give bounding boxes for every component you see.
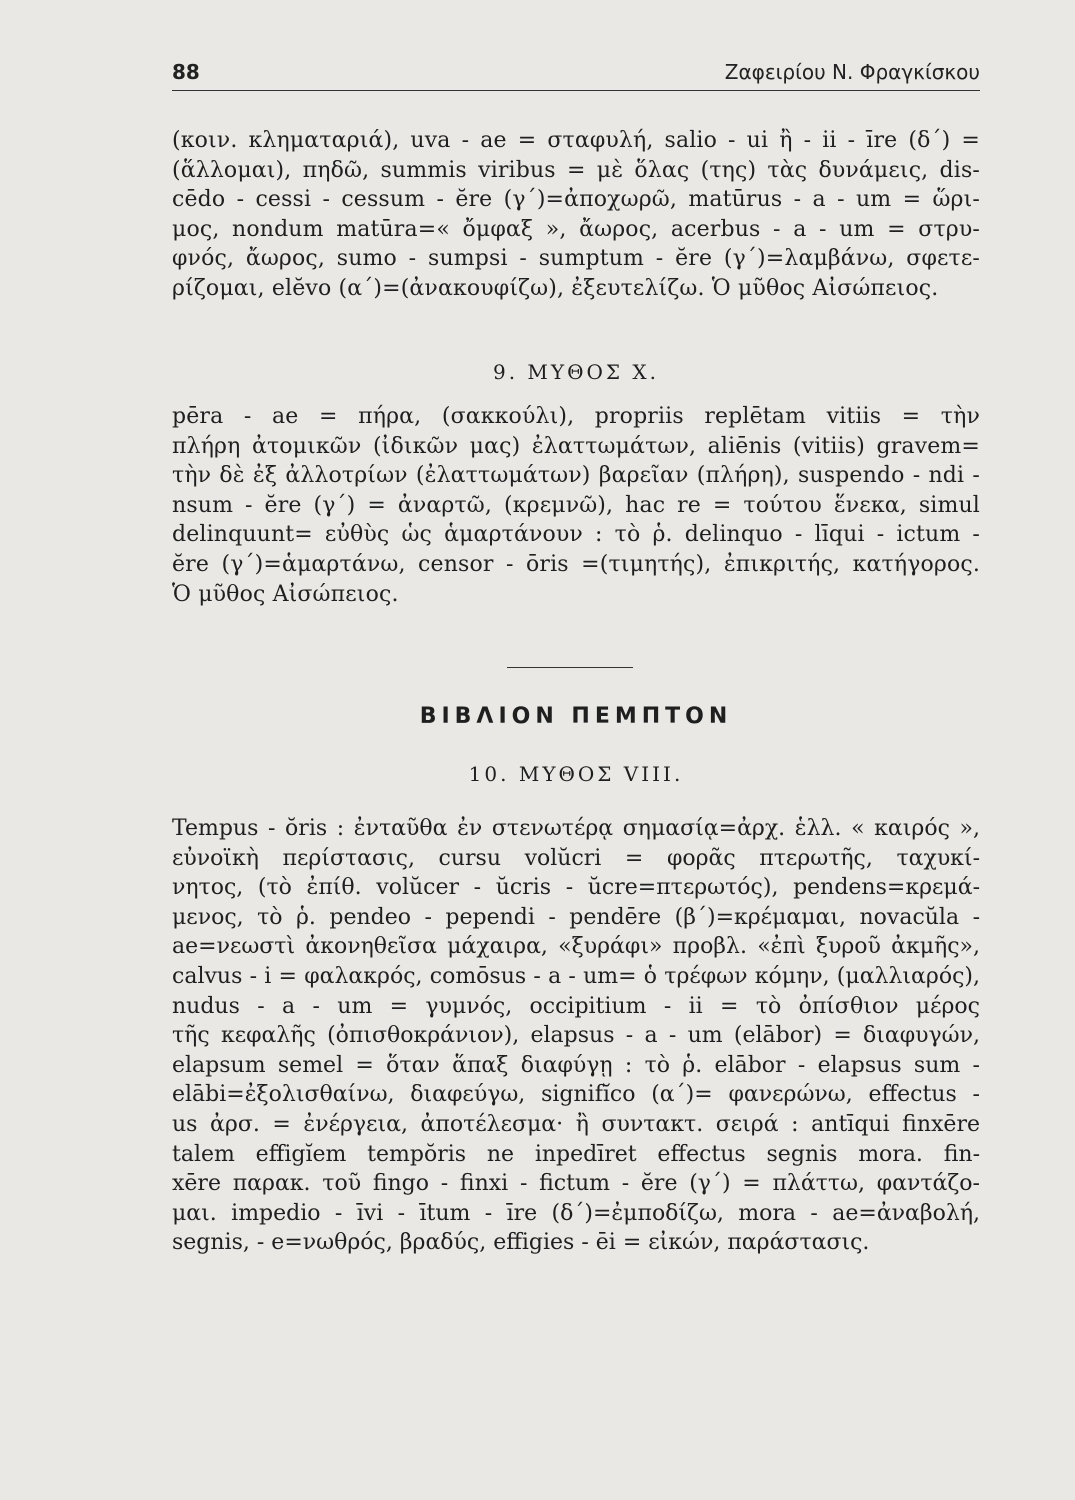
text-line: Tempus - ŏris : ἐνταῦθα ἐν στενωτέρᾳ σημασίᾳ=ἀρχ. ἑλλ. « καιρός », εὐνοϊκὴ περίστασις, cursu volŭcri = φορᾶς πτερωτῆς, ταχυκί- <box>172 816 980 871</box>
myth-heading-10: 10. ΜΥΘΟΣ VIII. <box>468 762 684 786</box>
text-line: delinquunt= εὐθὺς ὡς ἁμαρτάνουν : τὸ ῥ. delinquo - līqui - ictum - <box>172 522 980 548</box>
text-line: us ἀρσ. = ἐνέργεια, ἀποτέλεσμα· ἢ συντακτ. σειρά : antīqui finxēre <box>172 1111 980 1137</box>
text-line: πλήρη ἀτομικῶν (ἰδικῶν μας) ἐλαττωμάτων, aliēnis (vitiis) gravem= <box>172 433 980 459</box>
running-title: Ζαφειρίου Ν. Φραγκίσκου <box>724 60 980 84</box>
text-line: μενος, τὸ ῥ. pendeo - pependi - pendēre (β΄)=κρέμαμαι, novacŭla - <box>172 904 980 930</box>
page-number: 88 <box>172 60 200 84</box>
myth-heading-9: 9. ΜΥΘΟΣ Χ. <box>492 360 659 384</box>
book-title: ΒΙΒΛΙΟΝ ΠΕΜΠΤΟΝ <box>419 704 733 729</box>
glossary-section-1 <box>172 126 980 304</box>
text-line: τὴν δὲ ἐξ ἀλλοτρίων (ἐλαττωμάτων) βαρεῖαν (πλήρη), suspendo - ndi - <box>172 463 980 489</box>
text-line: τῆς κεφαλῆς (ὀπισθοκράνιον), elapsus - a - um (elābor) = διαφυγών, <box>172 1023 980 1049</box>
text-line: Ὁ μῦθος Αἰσώπειος. <box>172 581 399 607</box>
text-line: μαι. impedio - īvi - ītum - īre (δ΄)=ἐμποδίζω, mora - ae=ἀναβολή, <box>172 1200 980 1226</box>
text-line: elapsum semel = ὅταν ἅπαξ διαφύγῃ : τὸ ῥ. elābor - elapsus sum - <box>172 1052 980 1078</box>
text-line: xēre παρακ. τοῦ fingo - finxi - fictum - ĕre (γ΄) = πλάττω, φαντάζο- <box>172 1171 980 1197</box>
text-line: νητος, (τὸ ἐπίθ. volŭcer - ŭcris - ŭcre=πτερωτός), pendens=κρεμά- <box>172 875 980 901</box>
text-line: pēra - ae = πήρα, (σακκούλι), propriis replētam vitiis = τὴν <box>172 404 980 429</box>
glossary-section-2 <box>172 402 980 609</box>
text-line: segnis, - e=νωθρός, βραδύς, effigies - ēi = εἰκών, παράστασις. <box>172 1230 870 1256</box>
text-line: cēdo - cessi - cessum - ĕre (γ΄)=ἀποχωρῶ, matūrus - a - um = ὥρι- <box>172 187 980 213</box>
text-line: (ἅλλομαι), πηδῶ, summis viribus = μὲ ὅλας (της) τὰς δυνάμεις, dis- <box>172 157 980 183</box>
text-line: calvus - i = φαλακρός, comōsus - a - um= ὁ τρέφων κόμην, (μαλλιαρός), nudus - a - um = γυμνός, occipitium - ii = τὸ ὀπίσθιον μέρος <box>172 963 980 1019</box>
text-line: nsum - ĕre (γ΄) = ἀναρτῶ, (κρεμνῶ), hac re = τούτου ἕνεκα, simul <box>172 492 980 518</box>
glossary-section-3 <box>172 814 980 1258</box>
header-rule <box>172 90 980 91</box>
text-line: μος, nondum matūra=« ὄμφαξ », ἄωρος, acerbus - a - um = στρυ- <box>172 216 980 242</box>
text-line: ae=νεωστὶ ἀκονηθεῖσα μάχαιρα, «ξυράφι» προβλ. «ἐπὶ ξυροῦ ἀκμῆς», <box>172 934 980 960</box>
page-header <box>172 58 980 88</box>
text-line: elābi=ἐξολισθαίνω, διαφεύγω, signifĭco (α΄)= φανερώνω, effectus - <box>172 1082 980 1108</box>
text-line: talem effigĭem tempŏris ne inpedīret effectus segnis mora. fin- <box>172 1141 980 1167</box>
text-line: ĕre (γ΄)=ἁμαρτάνω, censor - ōris =(τιμητής), ἐπικριτής, κατήγορος. <box>172 551 980 577</box>
text-line: ρίζομαι, elĕvo (α΄)=(ἀνακουφίζω), ἐξευτελίζω. Ὁ μῦθος Αἰσώπειος. <box>172 275 939 301</box>
section-separator <box>507 667 633 668</box>
text-line: (κοιν. κληματαριά), uva - ae = σταφυλή, salio - ui ἢ - ii - īre (δ΄) = <box>172 128 980 153</box>
text-line: φνός, ἄωρος, sumo - sumpsi - sumptum - ĕre (γ΄)=λαμβάνω, σφετε- <box>172 246 980 272</box>
